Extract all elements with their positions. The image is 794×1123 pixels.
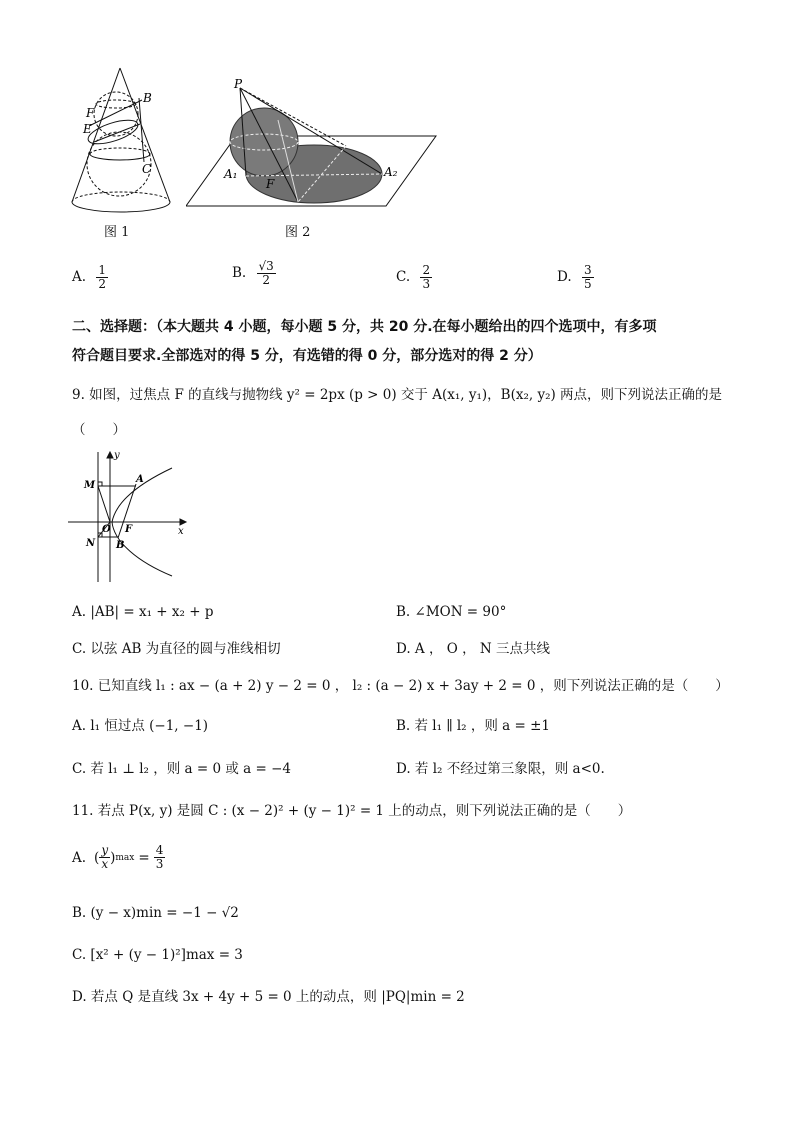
q11-option-c: C. [x² + (y − 1)²]max = 3 (72, 947, 243, 963)
q10-option-a: A. l₁ 恒过点 (−1, −1) (72, 718, 209, 734)
q11-option-d: D. 若点 Q 是直线 3x + 4y + 5 = 0 上的动点，则 |PQ|min = 2 (72, 989, 465, 1005)
fig2-label-a1: A₁ (224, 167, 238, 181)
section-2-heading-line1: 二、选择题：（本大题共 4 小题，每小题 5 分，共 20 分.在每小题给出的四个选项中，有多项 (72, 319, 657, 335)
q10-option-c: C. 若 l₁ ⊥ l₂ ，则 a = 0 或 a = −4 (72, 761, 291, 777)
q9-label-x: x (178, 526, 184, 537)
q9-label-f: F (125, 524, 133, 535)
fig2-label-f: F (266, 177, 275, 191)
q9-label-a: A (136, 474, 144, 485)
q11-option-b: B. (y − x)min = −1 − √2 (72, 905, 239, 921)
q10-stem: 10. 已知直线 l₁ : ax − (a + 2) y − 2 = 0 ， l₂ : (a − 2) x + 3ay + 2 = 0 ，则下列说法正确的是（ ） (72, 678, 729, 694)
q8-option-a: A. $\frac{1}{2}$ (72, 263, 106, 291)
fig1-label-c: C (142, 162, 152, 176)
q9-label-m: M (84, 480, 96, 491)
q9-label-o: O (102, 524, 111, 535)
q8-option-d: D. $\frac{3}{5}$ (557, 263, 592, 291)
q10-option-b: B. 若 l₁ ∥ l₂ ，则 a = ±1 (396, 718, 550, 734)
q9-label-n: N (86, 538, 96, 549)
q11-stem: 11. 若点 P(x, y) 是圆 C : (x − 2)² + (y − 1)² = 1 上的动点，则下列说法正确的是（ ） (72, 803, 632, 819)
q10-option-d: D. 若 l₂ 不经过第三象限，则 a<0. (396, 761, 605, 777)
q8-option-b: B. $\frac{√3}{2}$ (232, 259, 274, 287)
q9-parabola-graph (68, 450, 188, 585)
fig1-label-f: F (86, 106, 95, 120)
section-2-heading-line2: 符合题目要求.全部选对的得 5 分，有选错的得 0 分，部分选对的得 2 分） (72, 348, 542, 364)
q9-option-d: D. A ， O ， N 三点共线 (396, 641, 551, 657)
q9-label-b: B (116, 540, 125, 551)
q9-label-y: y (114, 450, 120, 461)
fig2-label-a2: A₂ (384, 165, 398, 179)
figure-1-caption: 图 1 (104, 225, 130, 240)
fig1-label-e: E (83, 122, 92, 136)
fig1-label-b: B (143, 91, 152, 105)
q9-option-c: C. 以弦 AB 为直径的圆与准线相切 (72, 641, 281, 657)
q9-stem: 9. 如图，过焦点 F 的直线与抛物线 y² = 2px (p > 0) 交于 A(x₁, y₁)，B(x₂, y₂) 两点，则下列说法正确的是 (72, 387, 723, 403)
q11-option-a: A. ( $\frac{y}{x}$ ) max = $\frac{4}{3}$ (72, 843, 164, 871)
figure-2-caption: 图 2 (285, 225, 311, 240)
fig2-label-p: P (234, 77, 243, 91)
q9-option-a: A. |AB| = x₁ + x₂ + p (72, 604, 214, 620)
figure-1-cone (66, 64, 178, 219)
q9-answer-paren: （ ） (72, 422, 126, 438)
q8-option-c: C. $\frac{2}{3}$ (396, 263, 431, 291)
figure-2-plane-cone (186, 76, 440, 212)
q9-option-b: B. ∠MON = 90° (396, 604, 507, 620)
